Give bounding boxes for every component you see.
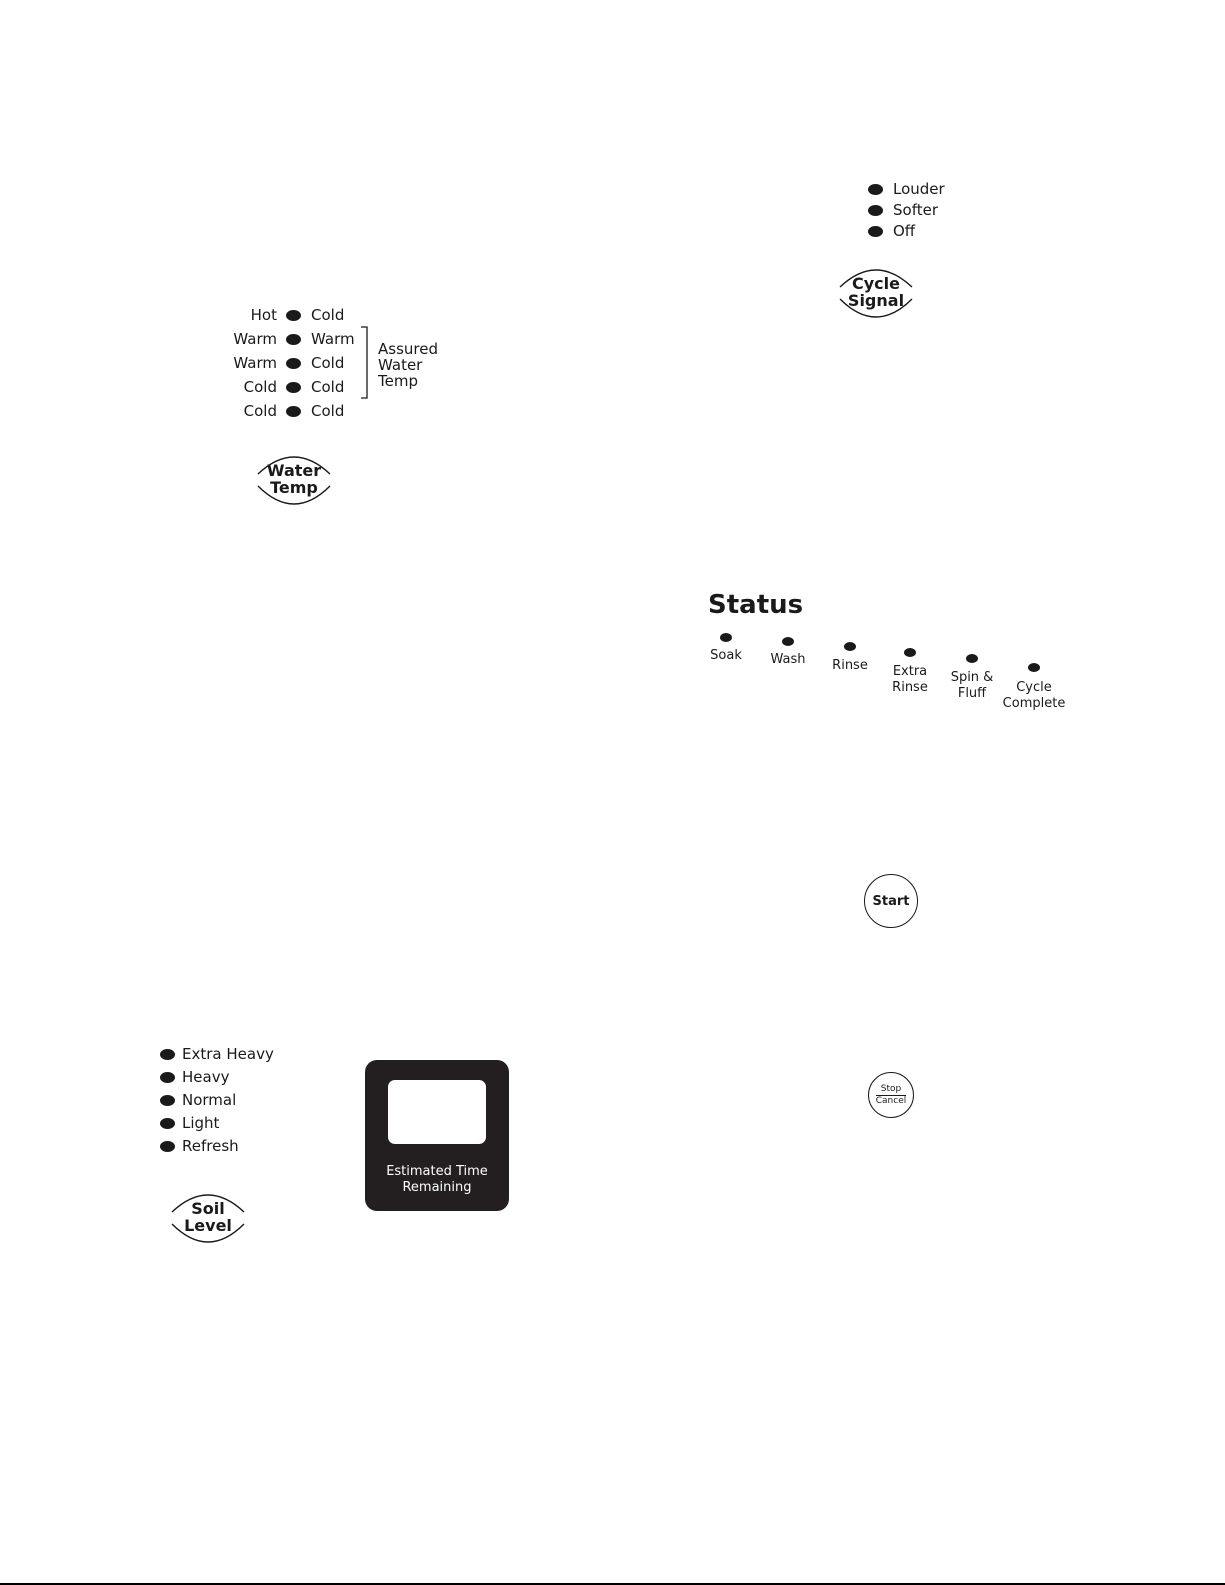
option-louder: Louder [893, 180, 945, 198]
rinse-temp-5: Cold [311, 402, 345, 420]
cancel-label: Cancel [875, 1095, 907, 1106]
led-heavy [160, 1072, 175, 1083]
status-led-extra-rinse [904, 648, 916, 657]
wash-temp-2: Warm [233, 330, 277, 348]
rinse-temp-1: Cold [311, 306, 345, 324]
status-led-spin-fluff [966, 654, 978, 663]
status-led-wash [782, 637, 794, 646]
wash-temp-4: Cold [243, 378, 277, 396]
status-soak-line-1: Soak [710, 648, 742, 663]
soil-level-button-label-1: Soil [191, 1199, 225, 1218]
status-title: Status [708, 590, 804, 620]
stop-cancel-button[interactable] [868, 1072, 914, 1118]
start-button[interactable] [864, 874, 918, 928]
time-display-screen [388, 1080, 486, 1144]
cycle-signal-button-label-2: Signal [847, 291, 905, 310]
estimated-time-caption-line-2: Remaining [402, 1180, 472, 1195]
estimated-time-caption [365, 1164, 509, 1196]
rinse-temp-4: Cold [311, 378, 345, 396]
rinse-temp-2: Warm [311, 330, 355, 348]
led-louder [868, 184, 883, 195]
status-label-extra-rinse [880, 664, 940, 696]
option-softer: Softer [893, 201, 938, 219]
status-label-wash [758, 652, 818, 668]
assured-water-temp-label [378, 341, 438, 389]
led-refresh [160, 1141, 175, 1152]
led-softer [868, 205, 883, 216]
status-cycle-complete-line-2: Complete [1002, 696, 1066, 711]
status-extra-rinse-line-2: Rinse [892, 680, 928, 695]
estimated-time-caption-line-1: Estimated Time [386, 1164, 488, 1179]
status-spin-fluff-line-1: Spin & [950, 670, 994, 685]
stop-cancel-button-label [876, 1084, 907, 1107]
status-spin-fluff-line-2: Fluff [957, 686, 987, 701]
led-light [160, 1118, 175, 1129]
led-temp-3 [286, 358, 301, 369]
estimated-time-display [365, 1060, 509, 1211]
soil-level-button[interactable] [166, 1188, 250, 1248]
status-led-cycle-complete [1028, 663, 1040, 672]
water-temp-button-label-1: Water [266, 461, 322, 480]
status-rinse-line-1: Rinse [832, 658, 868, 673]
cycle-signal-button[interactable] [834, 263, 918, 323]
water-temp-button-label-2: Temp [270, 478, 318, 497]
option-refresh: Refresh [182, 1137, 239, 1155]
option-off: Off [893, 222, 916, 240]
status-wash-line-1: Wash [770, 652, 806, 667]
water-temp-button[interactable] [252, 450, 336, 510]
assured-label-line-2: Water [378, 356, 423, 374]
wash-temp-1: Hot [250, 306, 277, 324]
option-extra-heavy: Extra Heavy [182, 1045, 274, 1063]
soil-level-button-label-2: Level [184, 1216, 232, 1235]
option-normal: Normal [182, 1091, 237, 1109]
assured-label-line-1: Assured [378, 340, 438, 358]
stop-label: Stop [880, 1083, 902, 1094]
status-label-spin-fluff [942, 670, 1002, 702]
wash-temp-5: Cold [243, 402, 277, 420]
led-temp-5 [286, 406, 301, 417]
status-label-rinse [820, 658, 880, 674]
status-led-rinse [844, 642, 856, 651]
led-extra-heavy [160, 1049, 175, 1060]
assured-label-line-3: Temp [378, 372, 418, 390]
assured-temp-bracket [360, 326, 370, 400]
status-cycle-complete-line-1: Cycle [1016, 680, 1052, 695]
status-led-soak [720, 633, 732, 642]
led-temp-4 [286, 382, 301, 393]
status-label-soak [696, 648, 756, 664]
led-temp-2 [286, 334, 301, 345]
option-light: Light [182, 1114, 220, 1132]
status-label-cycle-complete [996, 680, 1072, 712]
status-extra-rinse-line-1: Extra [892, 664, 928, 679]
led-temp-1 [286, 310, 301, 321]
start-button-label: Start [872, 893, 910, 909]
cycle-signal-button-label-1: Cycle [852, 274, 900, 293]
rinse-temp-3: Cold [311, 354, 345, 372]
wash-temp-3: Warm [233, 354, 277, 372]
led-normal [160, 1095, 175, 1106]
option-heavy: Heavy [182, 1068, 230, 1086]
led-off [868, 226, 883, 237]
